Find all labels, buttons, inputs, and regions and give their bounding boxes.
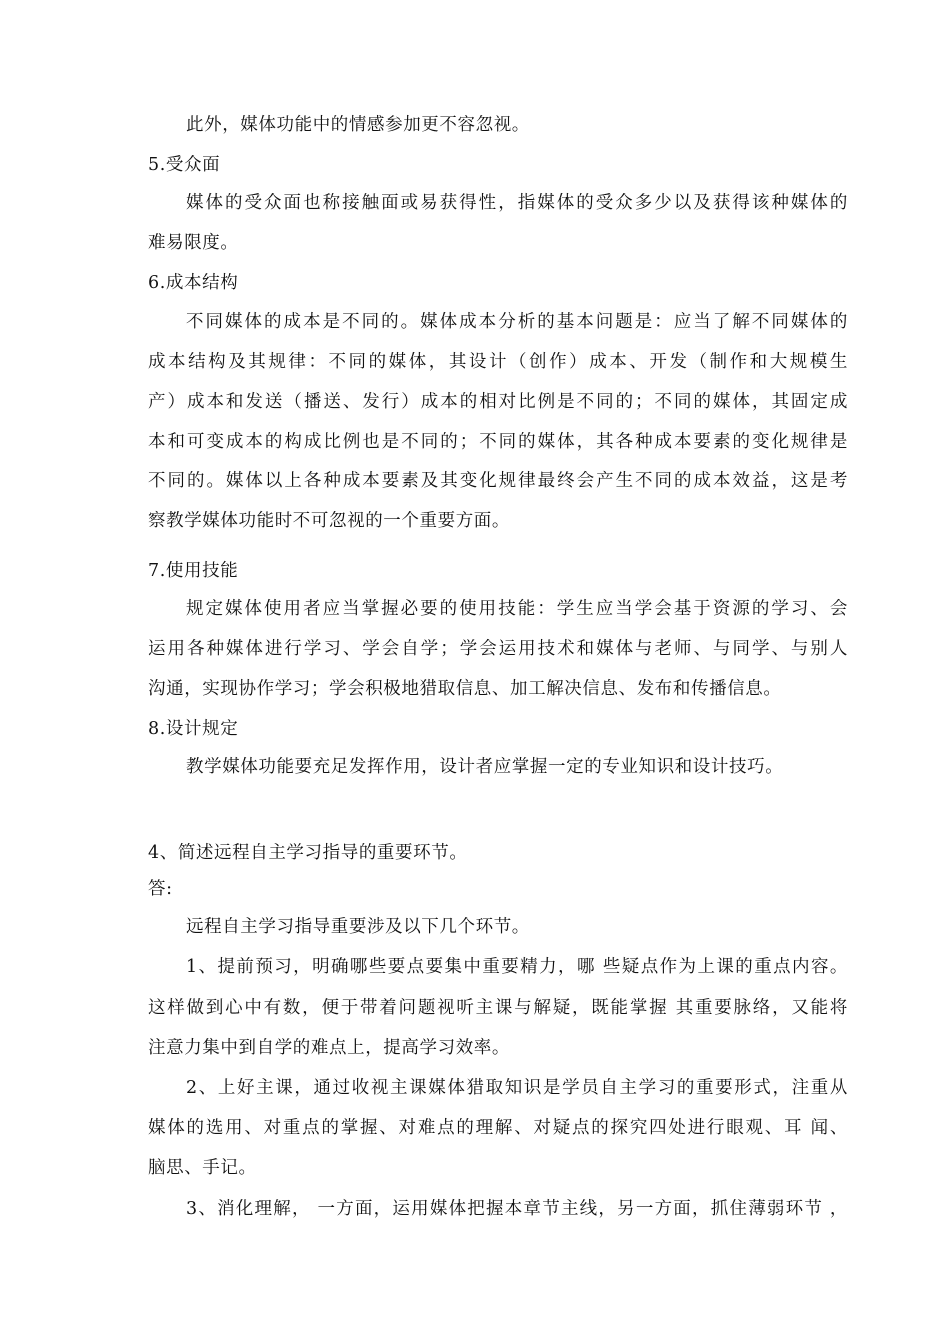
- paragraph-line: 察教学媒体功能时不可忽视的一个重要方面。: [148, 511, 510, 531]
- answer-label: 答:: [148, 879, 173, 899]
- paragraph-line: 运用各种媒体进行学习、学会自学；学会运用技术和媒体与老师、与同学、与别人: [148, 639, 848, 659]
- paragraph-line: 3、消化理解， 一方面，运用媒体把握本章节主线，另一方面，抓住薄弱环节 ，: [186, 1199, 848, 1219]
- section-heading: 8.设计规定: [148, 719, 239, 739]
- paragraph-line: 产）成本和发送（播送、发行）成本的相对比例是不同的；不同的媒体，其固定成: [148, 392, 848, 412]
- paragraph-line: 这样做到心中有数，便于带着问题视听主课与解疑，既能掌握 其重要脉络，又能将: [148, 998, 848, 1018]
- paragraph-line: 媒体的选用、对重点的掌握、对难点的理解、对疑点的探究四处进行眼观、耳 闻、: [148, 1118, 848, 1138]
- paragraph-line: 不同的。媒体以上各种成本要素及其变化规律最终会产生不同的成本效益，这是考: [148, 471, 848, 491]
- paragraph-line: 教学媒体功能要充足发挥作用，设计者应掌握一定的专业知识和设计技巧。: [186, 757, 784, 777]
- paragraph-line: 难易限度。: [148, 233, 239, 253]
- section-heading: 5.受众面: [148, 155, 221, 175]
- paragraph-line: 沟通，实现协作学习；学会积极地猎取信息、加工解决信息、发布和传播信息。: [148, 679, 782, 699]
- section-heading: 7.使用技能: [148, 561, 239, 581]
- paragraph-line: 远程自主学习指导重要涉及以下几个环节。: [186, 917, 530, 937]
- question-heading: 4、简述远程自主学习指导的重要环节。: [148, 843, 468, 863]
- paragraph-line: 注意力集中到自学的难点上，提高学习效率。: [148, 1038, 510, 1058]
- paragraph-line: 媒体的受众面也称接触面或易获得性，指媒体的受众多少以及获得该种媒体的: [186, 193, 848, 213]
- paragraph-line: 1、提前预习，明确哪些要点要集中重要精力，哪 些疑点作为上课的重点内容。: [186, 957, 848, 977]
- paragraph-line: 规定媒体使用者应当掌握必要的使用技能：学生应当学会基于资源的学习、会: [186, 599, 848, 619]
- paragraph-line: 脑思、手记。: [148, 1158, 257, 1178]
- paragraph-line: 此外，媒体功能中的情感参加更不容忽视。: [186, 115, 530, 135]
- paragraph-line: 不同媒体的成本是不同的。媒体成本分析的基本问题是：应当了解不同媒体的: [186, 312, 848, 332]
- paragraph-line: 成本结构及其规律：不同的媒体，其设计（创作）成本、开发（制作和大规模生: [148, 352, 848, 372]
- section-heading: 6.成本结构: [148, 273, 239, 293]
- paragraph-line: 本和可变成本的构成比例也是不同的；不同的媒体，其各种成本要素的变化规律是: [148, 432, 848, 452]
- paragraph-line: 2、上好主课，通过收视主课媒体猎取知识是学员自主学习的重要形式，注重从: [186, 1078, 848, 1098]
